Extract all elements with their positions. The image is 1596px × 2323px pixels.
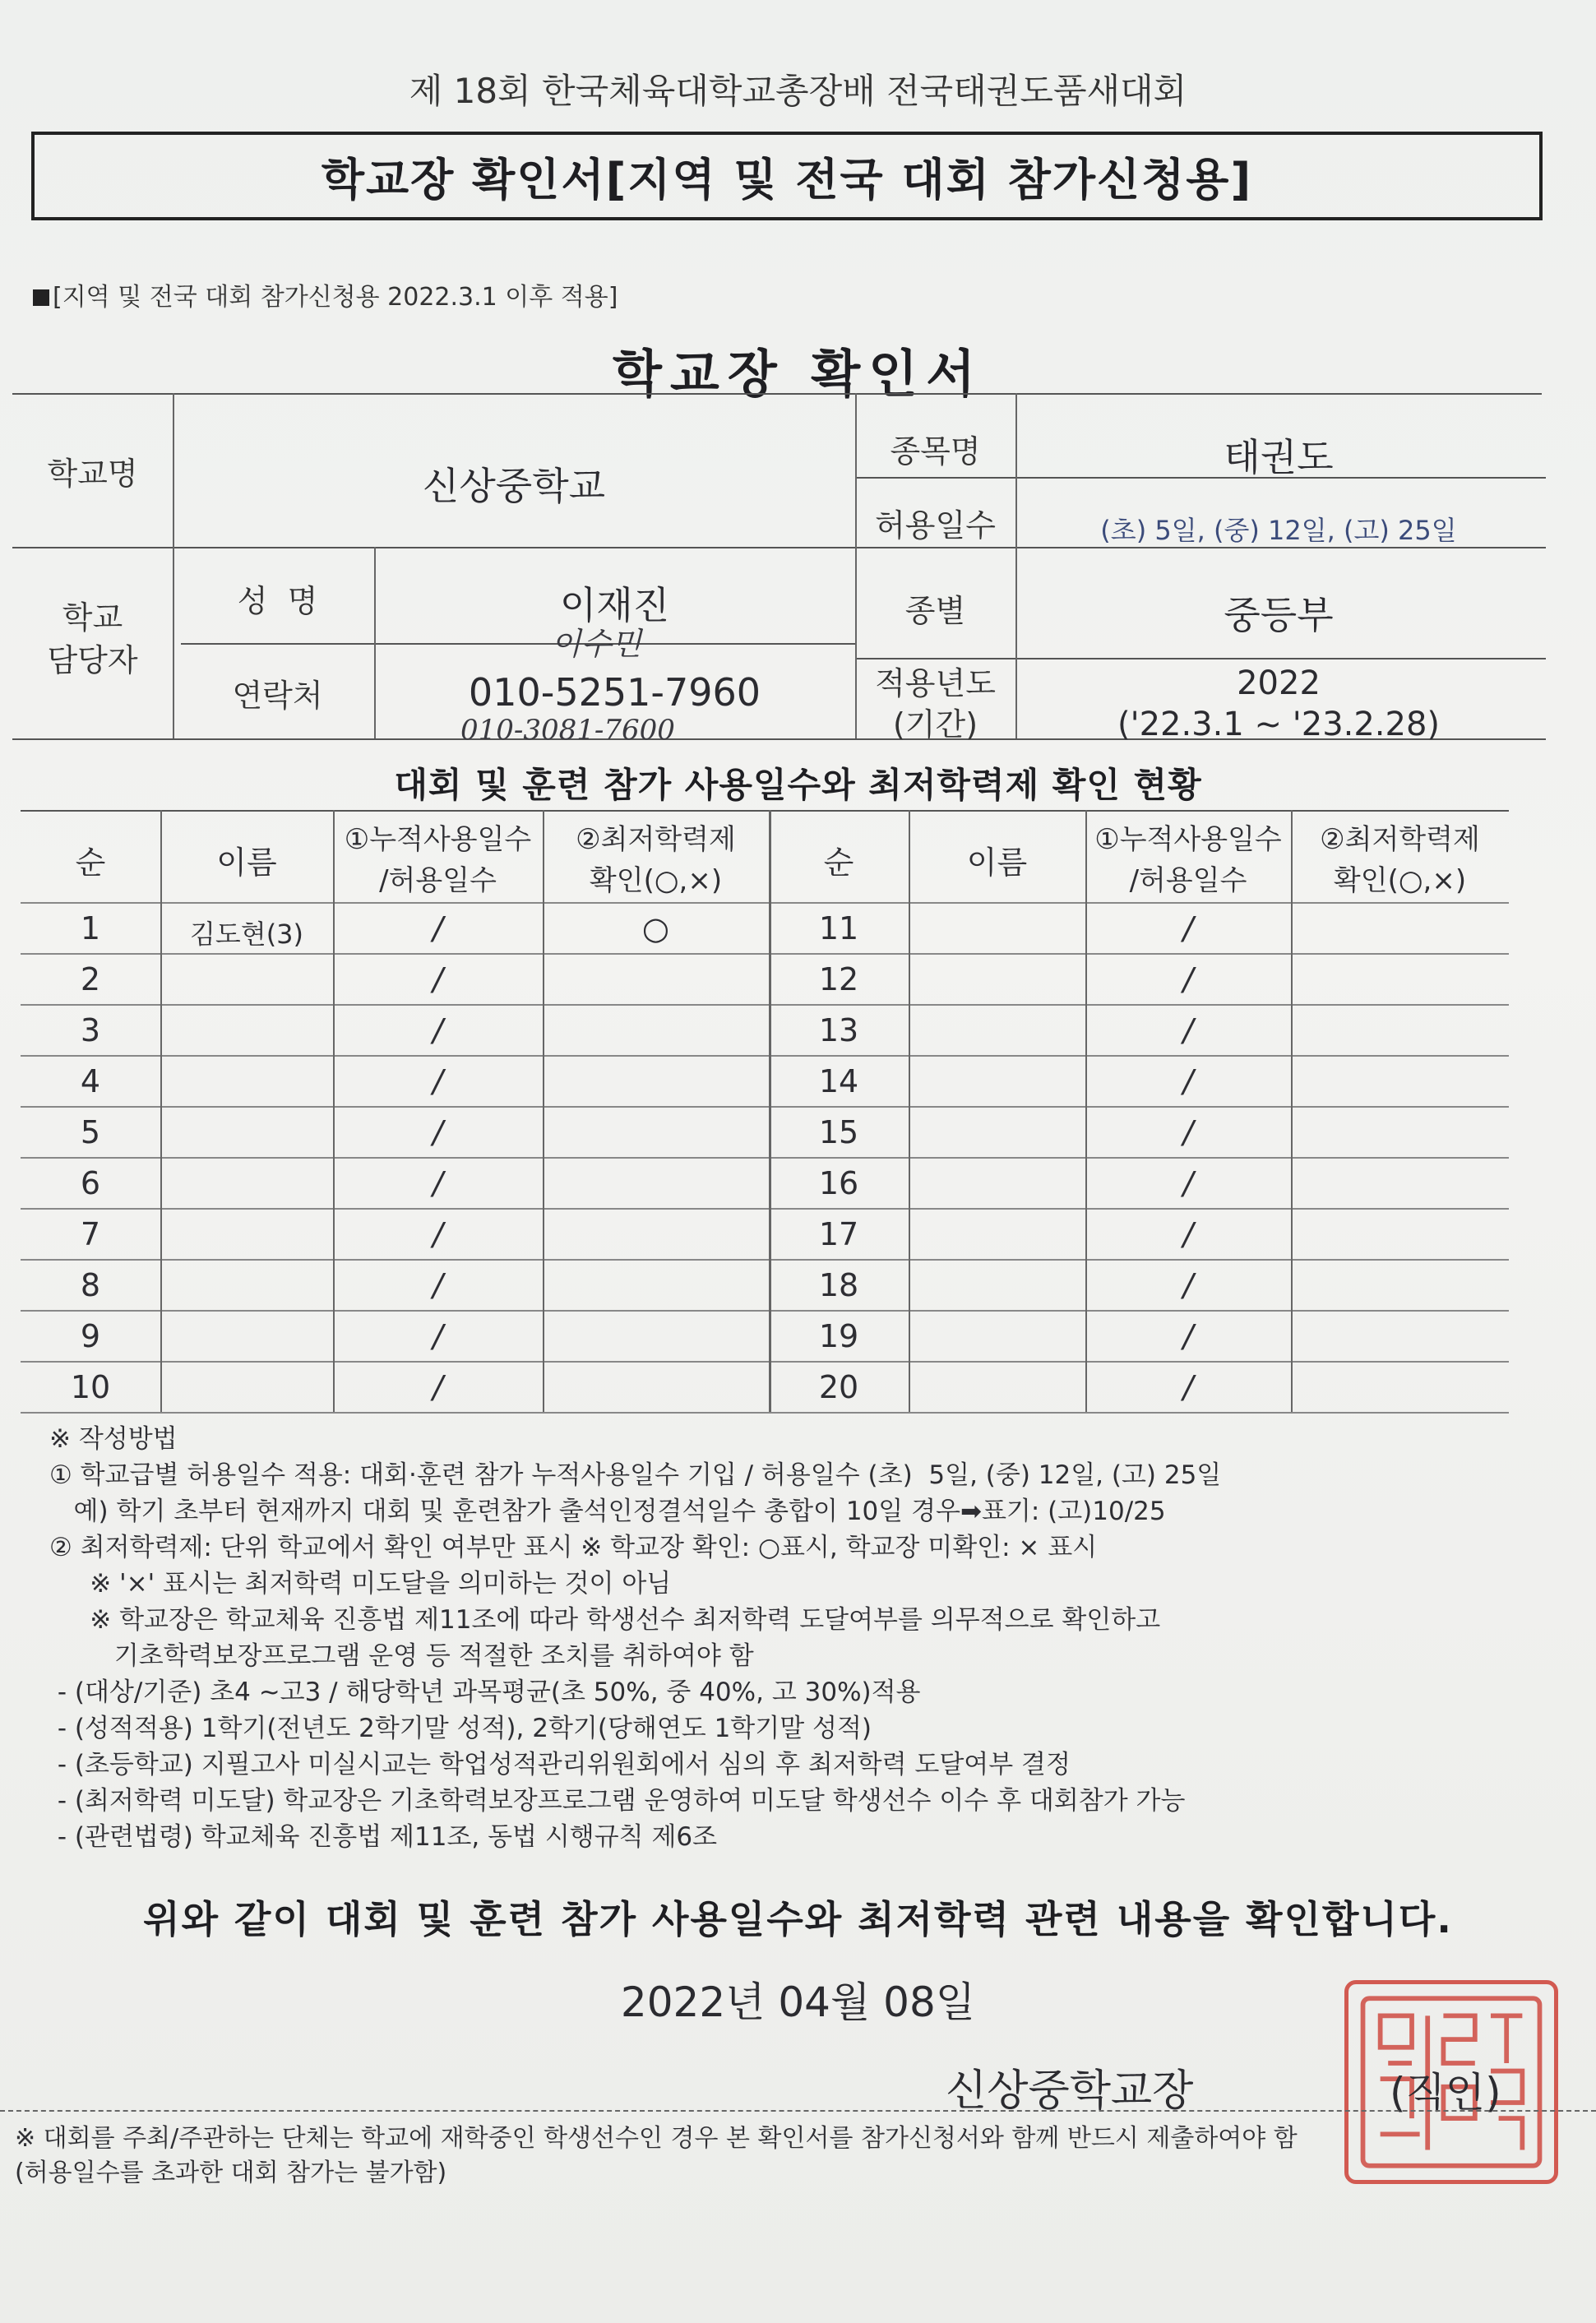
handwritten-name: 이수민 [551,626,642,662]
footer-note [15,2122,1298,2191]
days-slash: / [433,1165,443,1201]
days-slash: / [1182,1369,1194,1405]
confirmation-statement: 위와 같이 대회 및 훈련 참가 사용일수와 최저학력 관련 내용을 확인합니다. [143,1897,1453,1941]
row-number: 10 [70,1369,111,1405]
column-header: ②최저학력제 [576,823,736,856]
row-divider [21,1055,1509,1057]
column-header: 이름 [966,845,1028,881]
days-slash: / [433,910,443,946]
staff-label-line1: 학교 [62,599,123,636]
note-line: - (대상/기준) 초4 ~고3 / 해당학년 과목평균(초 50%, 중 40%, 고 30%)적용 [49,1677,921,1707]
days-slash: / [1182,961,1194,997]
days-slash: / [433,1114,443,1150]
days-slash: / [433,1318,443,1354]
contact-value: 010-5251-7960 [468,670,761,715]
days-slash: / [433,1267,443,1303]
column-header: 순 [75,845,106,881]
days-slash: / [1182,910,1194,946]
note-line: - (최저학력 미도달) 학교장은 기초학력보장프로그램 운영하여 미도달 학생선수 이수 후 대회참가 가능 [49,1786,1186,1816]
row-number: 20 [818,1369,859,1405]
days-slash: / [1182,1012,1194,1048]
footer-divider [0,2110,1596,2112]
student-name: 김도현(3) [189,919,304,950]
note-line: ※ 학교장은 학교체육 진흥법 제11조에 따라 학생선수 최저학력 도달여부를 의무적으로 확인하고 [49,1605,1161,1635]
column-header: ①누적사용일수 [344,823,532,856]
person-name-value: 이재진 [559,583,670,627]
row-number: 5 [80,1114,101,1150]
note-line: - (성적적용) 1학기(전년도 2학기말 성적), 2학기(당해연도 1학기말 성적) [49,1714,872,1743]
row-divider [21,953,1509,955]
period-value: ('22.3.1 ~ '23.2.28) [1117,706,1441,743]
school-name-value: 신상중학교 [422,464,606,508]
divider [181,643,855,645]
person-name-label: 성 명 [237,583,318,619]
row-divider [21,1208,1509,1210]
row-number: 12 [818,961,859,997]
event-label: 종목명 [890,433,981,470]
footer-line-1: ※ 대회를 주최/주관하는 단체는 학교에 재학중인 학생선수인 경우 본 확인서를 참가신청서와 함께 반드시 제출하여야 함 [15,2124,1298,2153]
square-bullet-icon [33,289,49,306]
note-line: - (관련법령) 학교체육 진흥법 제11조, 동법 시행규칙 제6조 [49,1822,718,1852]
row-number: 7 [80,1216,101,1252]
row-divider [21,1106,1509,1108]
column-header: 확인(○,×) [589,864,723,897]
row-number: 4 [80,1063,101,1099]
allowed-days-value: (초) 5일, (중) 12일, (고) 25일 [1100,515,1457,546]
column-divider [543,810,544,1412]
days-slash: / [433,1012,443,1048]
note-line: ※ '×' 표시는 최저학력 미도달을 의미하는 것이 아님 [49,1569,672,1599]
row-number: 8 [80,1267,101,1303]
note-line: 기초학력보장프로그램 운영 등 적절한 조치를 취하여야 함 [49,1641,754,1671]
signature-date: 2022년 04월 08일 [620,1978,976,2026]
document-title: 학교장 확인서 [613,344,983,404]
handwritten-contact: 010-3081-7600 [460,714,675,747]
allowed-days-label: 허용일수 [875,507,996,544]
year-label-line2: (기간) [892,706,978,743]
contest-title: 제 18회 한국체육대학교총장배 전국태권도품새대회 [409,71,1187,111]
row-number: 19 [818,1318,859,1354]
row-number: 15 [818,1114,859,1150]
school-name-label: 학교명 [47,456,138,492]
row-divider [21,1157,1509,1159]
row-number: 2 [80,961,101,997]
note-line: - (초등학교) 지필고사 미실시교는 학업성적관리위원회에서 심의 후 최저학력 도달여부 결정 [49,1750,1071,1779]
event-value: 태권도 [1224,435,1334,479]
column-header: 이름 [216,845,277,881]
row-number: 9 [80,1318,101,1354]
year-value: 2022 [1237,664,1321,702]
row-divider [21,902,1509,904]
row-divider [21,1361,1509,1363]
days-slash: / [1182,1267,1194,1303]
division-value: 중등부 [1224,593,1334,637]
applies-note-text: [지역 및 전국 대회 참가신청용 2022.3.1 이후 적용] [53,283,618,312]
row-number: 11 [818,910,859,946]
row-number: 1 [80,910,101,946]
days-slash: / [433,961,443,997]
divider [12,393,1542,395]
writing-notes [49,1421,1546,1855]
column-header: ①누적사용일수 [1094,823,1282,856]
days-slash: / [1182,1216,1194,1252]
contact-label: 연락처 [232,678,323,714]
days-slash: / [1182,1063,1194,1099]
column-header: 순 [823,845,854,881]
row-number: 6 [80,1165,101,1201]
note-line: ① 학교급별 허용일수 적용: 대회·훈련 참가 누적사용일수 기입 / 허용일수 (초) 5일, (중) 12일, (고) 25일 [49,1460,1222,1490]
applies-note [33,276,618,312]
days-slash: / [1182,1318,1194,1354]
principal-title: 신상중학교장 [946,2066,1194,2116]
year-label-line1: 적용년도 [875,665,996,701]
row-number: 16 [818,1165,859,1201]
column-header: /허용일수 [1129,864,1247,897]
row-divider [21,1259,1509,1261]
days-slash: / [433,1063,443,1099]
academic-check-mark: ○ [641,910,670,946]
days-slash: / [1182,1165,1194,1201]
table-subtitle: 대회 및 훈련 참가 사용일수와 최저학력제 확인 현황 [394,765,1202,805]
footer-line-2: (허용일수를 초과한 대회 참가는 불가함) [15,2159,447,2187]
row-divider [21,1004,1509,1006]
column-header: ②최저학력제 [1320,823,1480,856]
column-divider [160,810,162,1412]
column-header: 확인(○,×) [1333,864,1467,897]
column-divider [1291,810,1293,1412]
days-slash: / [433,1216,443,1252]
row-number: 14 [818,1063,859,1099]
banner-title: 학교장 확인서[지역 및 전국 대회 참가신청용] [31,132,1543,220]
days-slash: / [1182,1114,1194,1150]
division-label: 종별 [904,593,966,629]
row-divider [21,1412,1509,1414]
row-number: 13 [818,1012,859,1048]
staff-label-line2: 담당자 [47,642,138,678]
divider [173,393,174,738]
row-number: 17 [818,1216,859,1252]
note-line: ② 최저학력제: 단위 학교에서 확인 여부만 표시 ※ 학교장 확인: ○표시, 학교장 미확인: × 표시 [49,1533,1098,1562]
row-divider [21,810,1509,812]
days-slash: / [433,1369,443,1405]
column-header: /허용일수 [379,864,497,897]
row-number: 3 [80,1012,101,1048]
note-line: 예) 학기 초부터 현재까지 대회 및 훈련참가 출석인정결석일수 총합이 10일 경우➡표기: (고)10/25 [49,1497,1166,1526]
column-divider [909,810,910,1412]
seal-label: (직인) [1390,2069,1501,2117]
row-number: 18 [818,1267,859,1303]
notes-heading: ※ 작성방법 [49,1424,178,1454]
row-divider [21,1310,1509,1312]
notes-lines [49,1457,1546,1855]
